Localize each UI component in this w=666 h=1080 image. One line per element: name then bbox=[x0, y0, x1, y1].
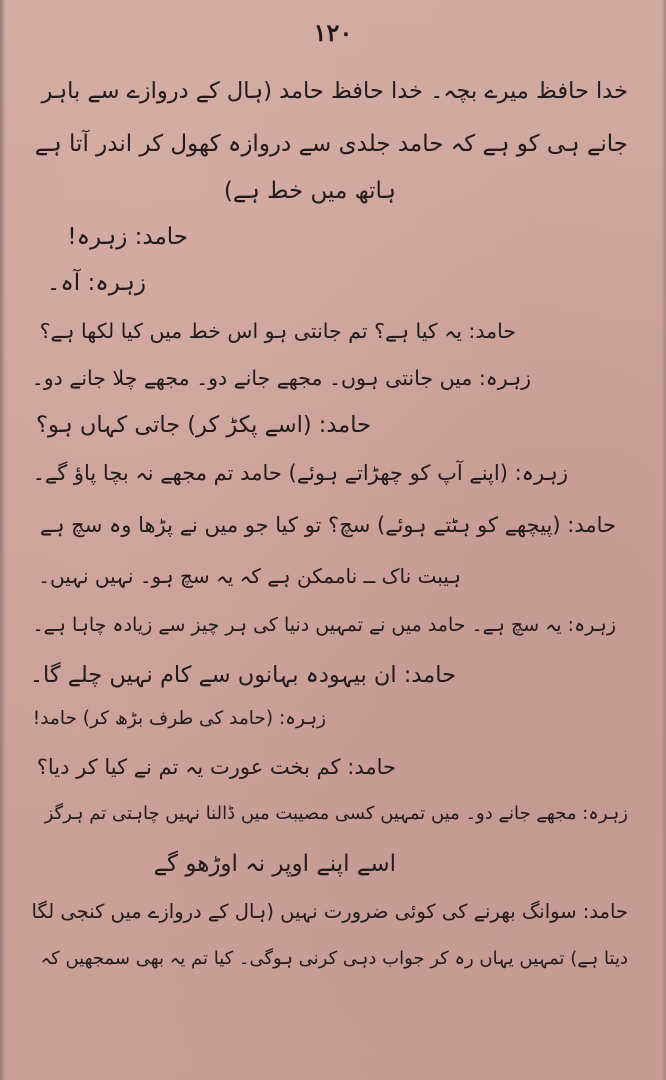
text-line: جانے ہی کو ہے کہ حامد جلدی سے دروازہ کھول کر اندر آتا ہے bbox=[34, 131, 628, 157]
text-line: ہیبت ناک ــ ناممکن ہے کہ یہ سچ ہو۔ نہیں نہیں۔ bbox=[38, 564, 461, 588]
text-line: اسے اپنے اوپر نہ اوڑھو گے bbox=[153, 851, 396, 877]
page-right-edge-shadow bbox=[661, 0, 666, 1080]
text-line: خدا حافظ میرے بچہ۔ خدا حافظ حامد (ہال کے دروازے سے باہر bbox=[41, 78, 628, 104]
text-line: حامد: (اسے پکڑ کر) جاتی کہاں ہو؟ bbox=[36, 412, 371, 438]
text-line: حامد: ان بیہودہ بہانوں سے کام نہیں چلے گا۔ bbox=[29, 662, 456, 688]
text-line: حامد: کم بخت عورت یہ تم نے کیا کر دیا؟ bbox=[36, 755, 396, 779]
text-line: حامد: زہرہ! bbox=[67, 224, 188, 250]
page-number: ۱۲۰ bbox=[313, 18, 353, 47]
page-left-edge-shadow bbox=[0, 0, 6, 1080]
text-line: زہرہ: آہ۔ bbox=[46, 270, 146, 296]
text-line: زہرہ: یہ سچ ہے۔ حامد میں نے تمہیں دنیا کی ہر چیز سے زیادہ چاہا ہے۔ bbox=[32, 614, 616, 636]
text-line: حامد: (پیچھے کو ہٹتے ہوئے) سچ؟ تو کیا جو میں نے پڑھا وہ سچ ہے bbox=[39, 513, 616, 537]
text-line: زہرہ: (اپنے آپ کو چھڑاتے ہوئے) حامد تم مجھے نہ بچا پاؤ گے۔ bbox=[32, 461, 568, 485]
text-line: زہرہ: میں جانتی ہوں۔ مجھے جانے دو۔ مجھے چلا جانے دو۔ bbox=[31, 366, 531, 390]
text-line: ہاتھ میں خط ہے) bbox=[223, 178, 396, 204]
text-line: حامد: سوانگ بھرنے کی کوئی ضرورت نہیں (ہال کے دروازے میں کنجی لگا bbox=[31, 900, 628, 923]
text-line: حامد: یہ کیا ہے؟ تم جانتی ہو اس خط میں کیا لکھا ہے؟ bbox=[39, 319, 516, 343]
text-line: زہرہ: مجھے جانے دو۔ میں تمہیں کسی مصیبت میں ڈالنا نہیں چاہتی تم ہرگز bbox=[44, 803, 628, 824]
text-line: دیتا ہے) تمہیں یہاں رہ کر جواب دہی کرنی ہوگی۔ کیا تم یہ بھی سمجھیں کہ bbox=[40, 948, 628, 969]
text-line: زہرہ: (حامد کی طرف بڑھ کر) حامد! bbox=[32, 708, 326, 729]
